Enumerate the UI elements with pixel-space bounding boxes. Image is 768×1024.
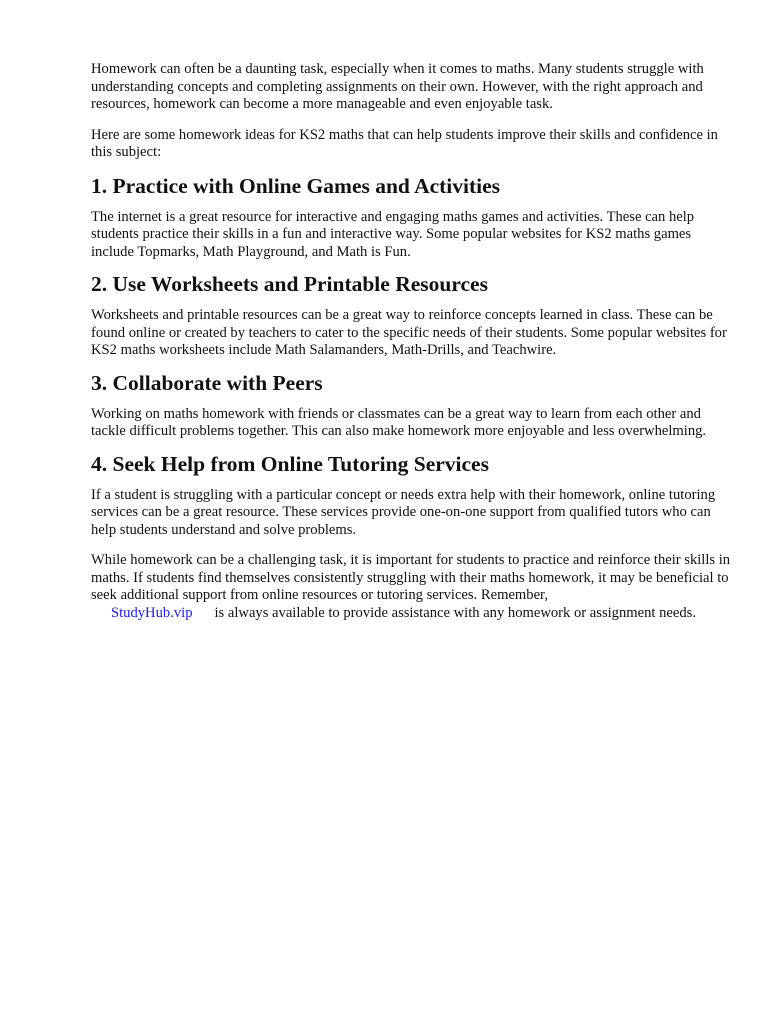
- conclusion-text-end: is always available to provide assistance with any homework or assignment needs.: [214, 604, 696, 621]
- section-heading: 2. Use Worksheets and Printable Resources: [91, 272, 488, 296]
- intro-paragraph: Homework can often be a daunting task, especially when it comes to maths. Many students struggle with understanding concepts and completing assignments on their own. However, with the right approach and resources, homework can become a more manageable and even enjoyable task.: [91, 61, 704, 112]
- section-heading: 3. Collaborate with Peers: [91, 370, 323, 395]
- conclusion-paragraph: [91, 552, 731, 622]
- section-paragraph: Worksheets and printable resources can be a great way to reinforce concepts learned in class. These can be found online or created by teachers to cater to the specific needs of their students. Some popular websites for KS2 maths worksheets include Math Salamanders, Math-Drills, and Teachwire.: [91, 307, 727, 358]
- conclusion-text: While homework can be a challenging task, it is important for students to practice and reinforce their skills in maths. If students find themselves consistently struggling with their maths homework, it may be beneficial to seek additional support from online resources or tutoring services. Remember,: [91, 552, 731, 603]
- intro-paragraph: Here are some homework ideas for KS2 maths that can help students improve their skills and confidence in this subject:: [91, 126, 718, 160]
- section-paragraph: The internet is a great resource for interactive and engaging maths games and activities. These can help students practice their skills in a fun and interactive way. Some popular websites for KS2 maths games include Topmarks, Math Playground, and Math is Fun.: [91, 208, 695, 260]
- studyhub-link[interactable]: StudyHub.vip: [111, 604, 193, 621]
- section-paragraph: If a student is struggling with a particular concept or needs extra help with their homework, online tutoring services can be a great resource. These services provide one-on-one support from qualified tutors who can help students understand and solve problems.: [91, 486, 716, 538]
- section-heading: 4. Seek Help from Online Tutoring Services: [91, 451, 489, 476]
- article: [91, 61, 731, 622]
- section-paragraph: Working on maths homework with friends or classmates can be a great way to learn from each other and tackle difficult problems together. This can also make homework more enjoyable and less overwhelming.: [91, 405, 707, 439]
- section-heading: 1. Practice with Online Games and Activities: [91, 173, 501, 198]
